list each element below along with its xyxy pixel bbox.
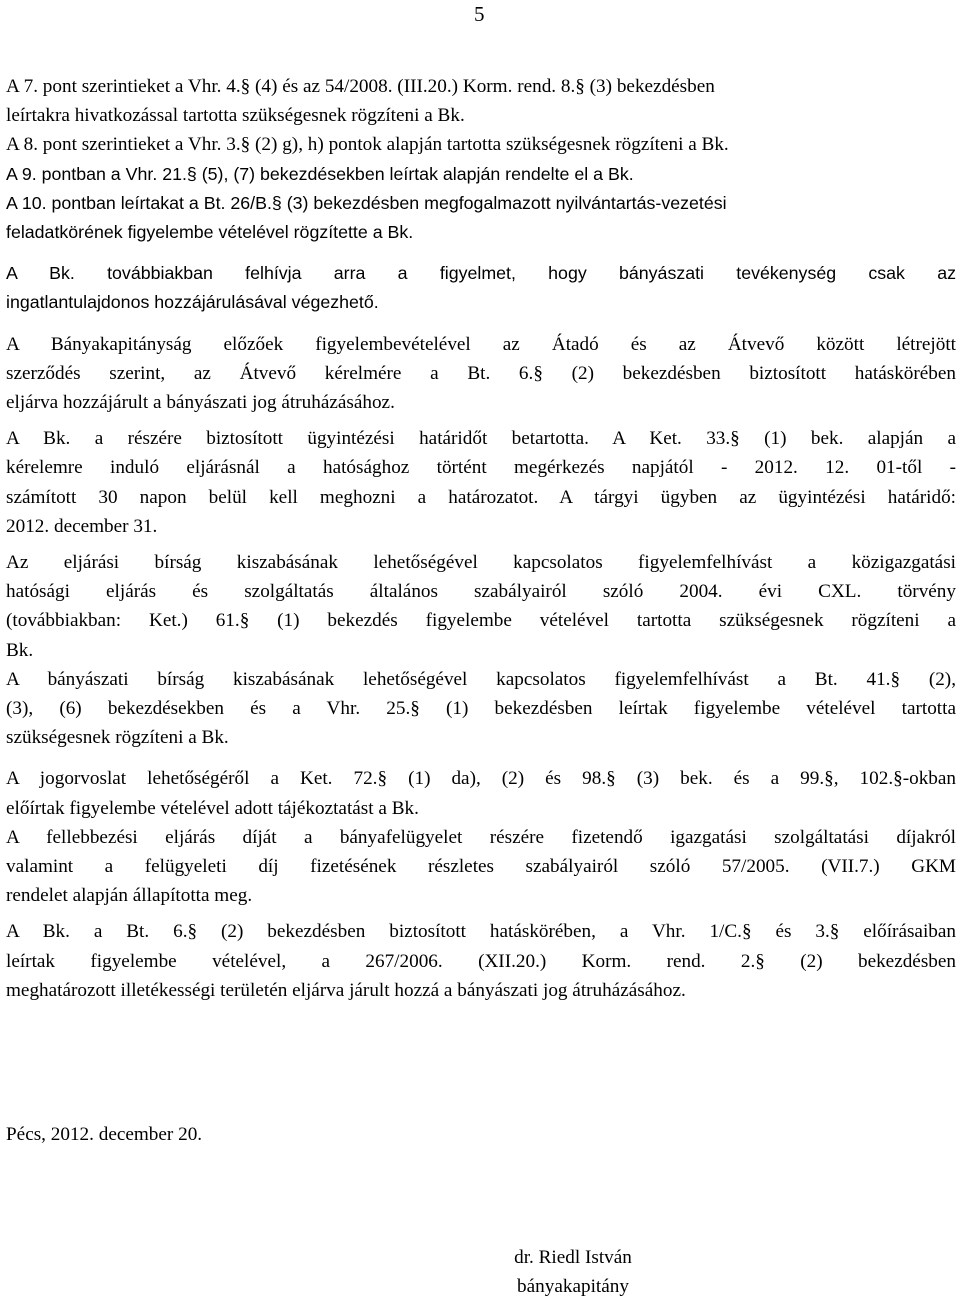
text-line: A jogorvoslat lehetőségéről a Ket. 72.§ (1) da), (2) és 98.§ (3) bek. és a 99.§, 102.§-okban [6,768,956,790]
signature-block [478,1243,668,1301]
text-line: A bányászati bírság kiszabásának lehetőségével kapcsolatos figyelemfelhívást a Bt. 41.§ (2), [6,668,956,690]
paragraph-jurisdiction [6,917,956,1005]
text-line: leírtakra hivatkozással tartotta szükségesnek rögzíteni a Bk. [6,105,465,127]
paragraph-references [6,72,956,247]
text-line: meghatározott illetékességi területén eljárva járult hozzá a bányászati jog átruházásához. [6,979,686,1001]
paragraph-notice [6,259,956,317]
text-line: Az eljárási bírság kiszabásának lehetőségével kapcsolatos figyelemfelhívást a közigazgatási [6,552,956,574]
text-line: A 7. pont szerintieket a Vhr. 4.§ (4) és az 54/2008. (III.20.) Korm. rend. 8.§ (3) bekezdésben [6,76,715,97]
text-line: A Bányakapitányság előzőek figyelembevételével az Átadó és az Átvevő között létrejött [6,333,956,355]
document-body [6,72,956,1005]
text-line: (továbbiakban: Ket.) 61.§ (1) bekezdés figyelembe vételével tartotta szükségesnek rögzíteni a [6,610,956,632]
text-line: kérelemre induló eljárásnál a hatósághoz történt megérkezés napjától - 2012. 12. 01-től - [6,457,956,479]
text-line: eljárva hozzájárult a bányászati jog átruházásához. [6,392,395,414]
text-line: A 10. pontban leírtakat a Bt. 26/B.§ (3) bekezdésben megfogalmazott nyilvántartás-vezetési [6,192,727,213]
text-line: A 9. pontban a Vhr. 21.§ (5), (7) bekezdésekben leírtak alapján rendelte el a Bk. [6,163,634,184]
text-line: 2012. december 31. [6,515,158,537]
text-line: feladatkörének figyelembe vételével rögzítette a Bk. [6,222,414,243]
paragraph-decision [6,330,956,418]
text-line: rendelet alapján állapította meg. [6,885,253,907]
text-line: leírtak figyelembe vételével, a 267/2006. (XII.20.) Korm. rend. 2.§ (2) bekezdésben [6,950,956,972]
text-line: hatósági eljárás és szolgáltatás általános szabályairól szóló 2004. évi CXL. törvény [6,581,956,603]
text-line: Bk. [6,639,34,661]
page-number: 5 [474,2,485,26]
paragraph-fines [6,548,956,752]
text-line: valamint a felügyeleti díj fizetésének részletes szabályairól szóló 57/2005. (VII.7.) GKM [6,856,956,878]
text-line: szerződés szerint, az Átvevő kérelmére a Bt. 6.§ (2) bekezdésben biztosított hatáskörében [6,362,956,384]
place-and-date: Pécs, 2012. december 20. [6,1124,203,1145]
text-line: A fellebbezési eljárás díját a bányafelügyelet részére fizetendő igazgatási szolgáltatási díjakról [6,826,956,848]
text-line: (3), (6) bekezdésekben és a Vhr. 25.§ (1) bekezdésben leírtak figyelembe vételével tartotta [6,698,956,720]
text-line: A Bk. a Bt. 6.§ (2) bekezdésben biztosított hatáskörében, a Vhr. 1/C.§ és 3.§ előírásaiban [6,921,956,943]
text-line: A Bk. a részére biztosított ügyintézési határidőt betartotta. A Ket. 33.§ (1) bek. alapján a [6,428,956,450]
text-line: ingatlantulajdonos hozzájárulásával végezhető. [6,292,379,313]
text-line: szükségesnek rögzíteni a Bk. [6,727,229,749]
paragraph-deadline [6,424,956,541]
text-line: számított 30 napon belül kell meghozni a határozatot. A tárgyi ügyben az ügyintézési határidő: [6,486,956,508]
signatory-name: dr. Riedl István [514,1247,632,1268]
text-line: előírtak figyelembe vételével adott tájékoztatást a Bk. [6,797,419,819]
text-line: A 8. pont szerintieket a Vhr. 3.§ (2) g), h) pontok alapján tartotta szükségesnek rögzíteni a Bk. [6,134,729,156]
text-line: A Bk. továbbiakban felhívja arra a figyelmet, hogy bányászati tevékenység csak az [6,263,956,284]
signatory-title: bányakapitány [517,1276,629,1297]
paragraph-remedy [6,764,956,910]
